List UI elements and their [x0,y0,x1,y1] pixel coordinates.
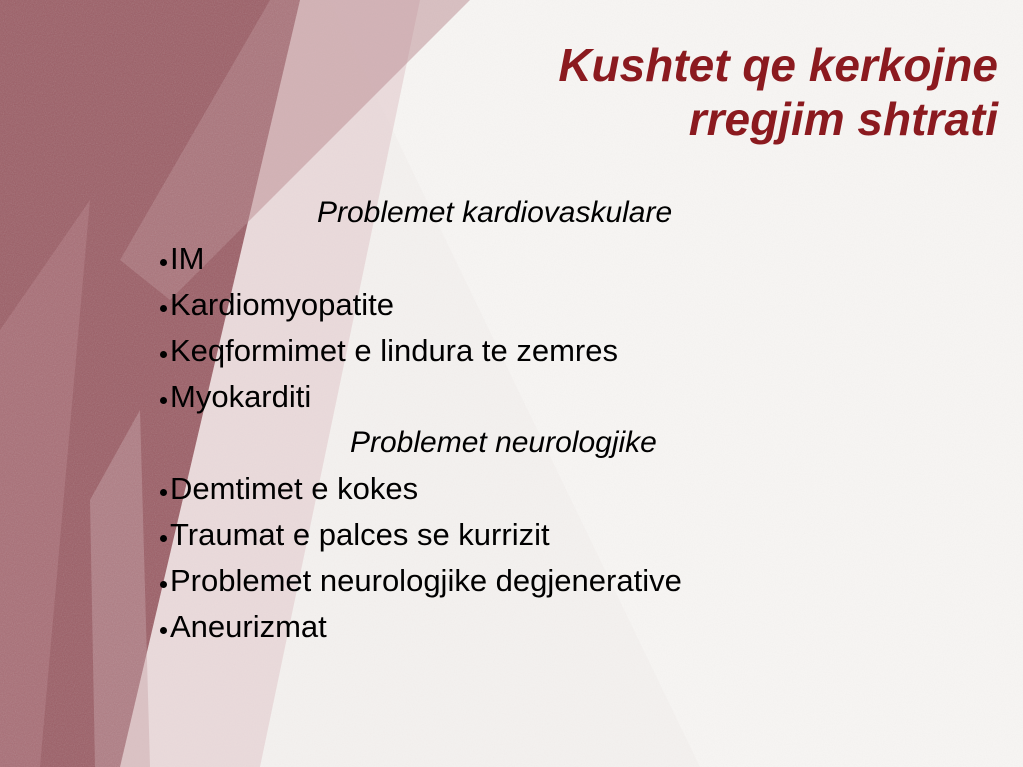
bullet-icon [160,259,167,266]
list-item-label: Kardiomyopatite [170,287,395,322]
list-item-label: Aneurizmat [170,609,327,644]
neurological-list [160,466,880,650]
bullet-icon [160,627,167,634]
list-item-label: Traumat e palces se kurrizit [170,517,550,552]
list-item [160,236,880,282]
title-line-1: Kushtet qe kerkojne [558,39,998,91]
cardiovascular-list [160,236,880,420]
title-line-2: rregjim shtrati [688,93,998,145]
list-item-label: Problemet neurologjike degjenerative [170,563,682,598]
bullet-icon [160,305,167,312]
section-heading-neurological: Problemet neurologjike [350,426,657,459]
list-item [160,558,880,604]
list-item [160,328,880,374]
bullet-icon [160,351,167,358]
list-item-label: IM [170,241,205,276]
list-item-label: Keqformimet e lindura te zemres [170,333,618,368]
list-item [160,604,880,650]
bullet-icon [160,397,167,404]
slide-content [160,190,880,650]
bullet-icon [160,581,167,588]
list-item-label: Myokarditi [170,379,312,414]
list-item [160,374,880,420]
list-item [160,466,880,512]
list-item [160,512,880,558]
section-heading-cardiovascular: Problemet kardiovaskulare [317,196,673,229]
bullet-icon [160,535,167,542]
list-item-label: Demtimet e kokes [170,471,419,506]
list-item [160,282,880,328]
slide-title [298,38,998,146]
bullet-icon [160,489,167,496]
